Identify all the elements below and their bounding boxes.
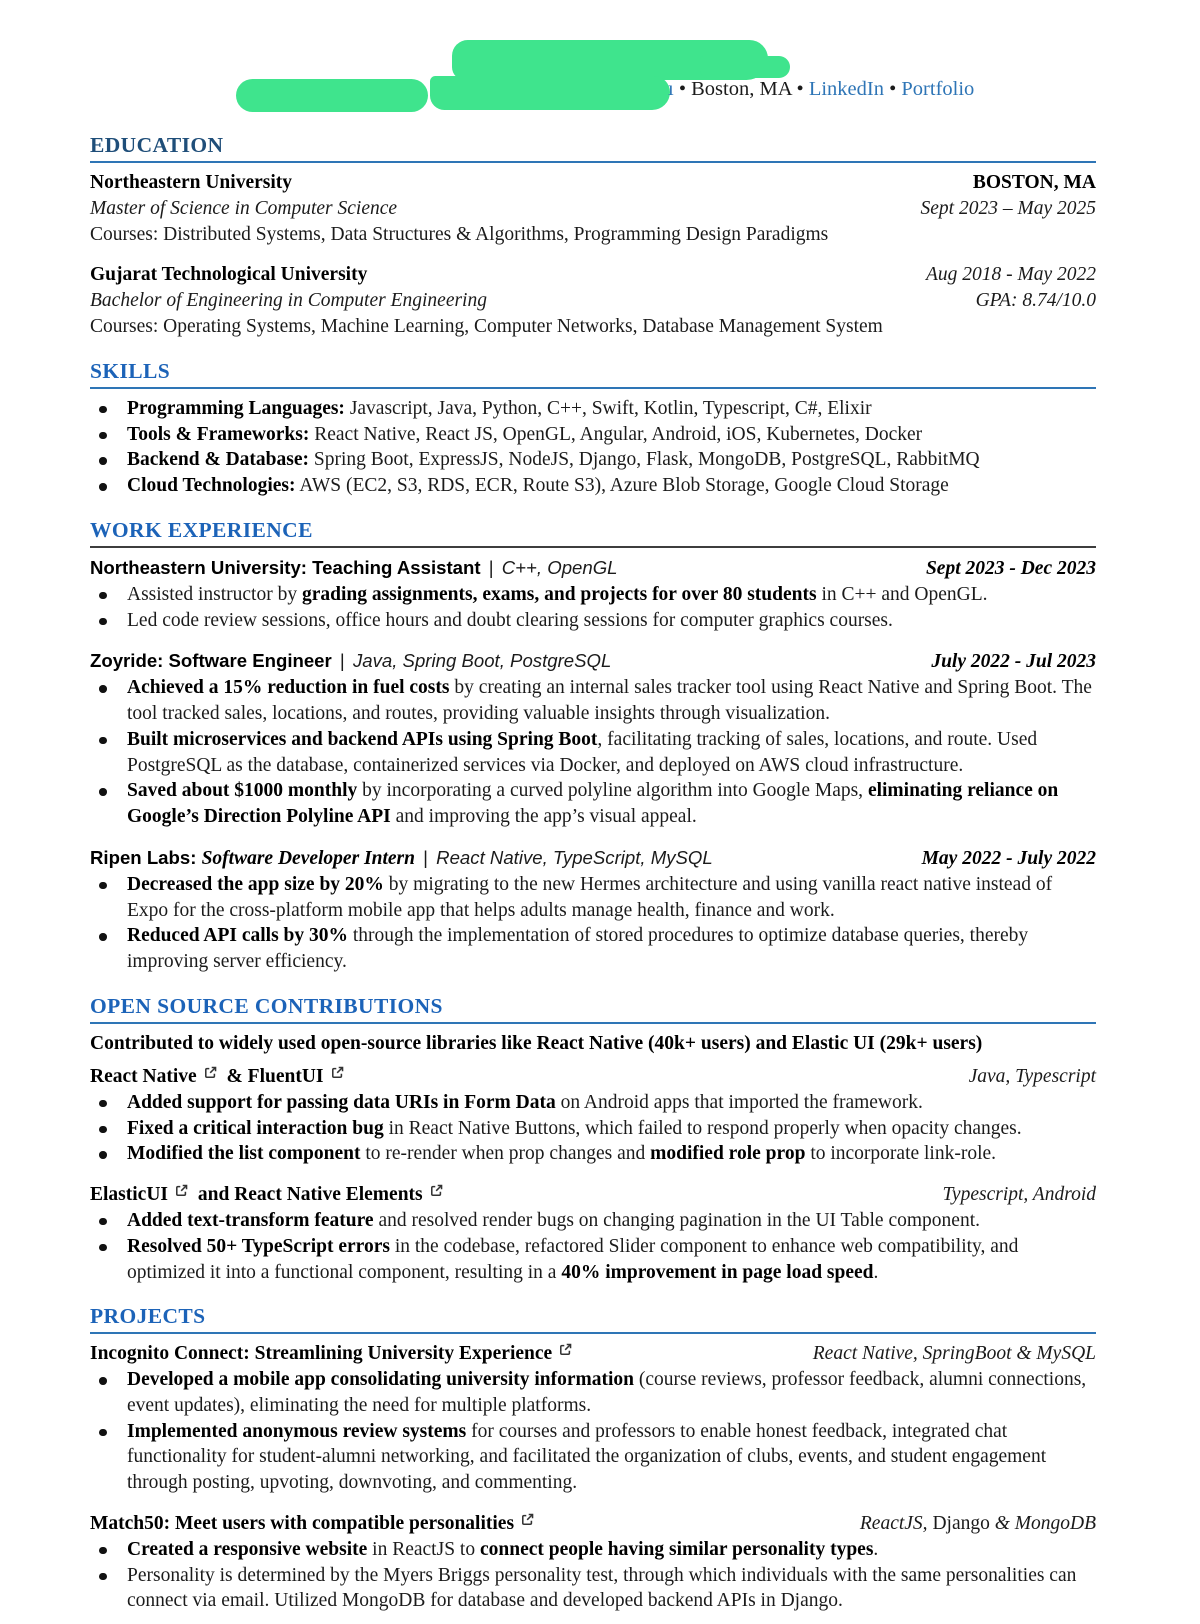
text-run: Java, Spring Boot, PostgreSQL: [352, 650, 612, 672]
text-run: Decreased the app size by 20%: [127, 873, 384, 895]
bullet-text: [127, 778, 1096, 830]
bullet-dot: [90, 396, 127, 422]
text-run: Contributed to widely used open-source libraries like React Native (40k+ users) and Elastic UI (29k+ users): [90, 1032, 983, 1054]
text-run: React Native, React JS, OpenGL, Angular, Android, iOS, Kubernetes, Docker: [309, 423, 923, 445]
bullet-item: [90, 872, 1096, 924]
text-run: grading assignments, exams, and projects for over 80 students: [301, 583, 817, 605]
entry: [90, 1511, 1096, 1614]
bullet-dot: [90, 1116, 127, 1142]
text-run: July 2022 - Jul 2023: [931, 651, 1096, 673]
external-link-icon[interactable]: [521, 1513, 534, 1526]
text-run: in ReactJS to: [367, 1538, 480, 1560]
text-run: |: [483, 556, 499, 578]
redaction-highlight-name-tail: [700, 56, 790, 78]
text-run: 40% improvement in page load speed: [561, 1261, 874, 1283]
bullet-text: [127, 675, 1096, 727]
entry-row-left: [90, 1341, 813, 1367]
text-run: Incognito Connect: Streamlining University Experience: [90, 1343, 553, 1365]
bullet-text: [127, 473, 1096, 499]
bullet-dot: [90, 872, 127, 924]
bullet-text: [127, 872, 1096, 924]
text-run: by incorporating a curved polyline algorithm into Google Maps,: [357, 780, 868, 802]
bullet-dot: [90, 1141, 127, 1167]
text-run: Saved about $1000 monthly: [127, 780, 358, 802]
bullet-item: [90, 1234, 1096, 1286]
entry-row: [90, 1064, 1096, 1090]
external-link-icon[interactable]: [559, 1343, 572, 1356]
entry-row-right: [943, 1182, 1096, 1208]
bullet-text: [127, 1537, 1096, 1563]
text-run: (course reviews, professor feedback, alumni connections, event updates), eliminating the need for multiple platforms.: [127, 1369, 1087, 1416]
entry-row-left: [90, 1182, 943, 1208]
redaction-highlight-contact-2: [430, 76, 670, 110]
text-run: on Android apps that imported the framework.: [555, 1091, 923, 1113]
text-run: Courses: Operating Systems, Machine Learning, Computer Networks, Database Management System: [90, 315, 883, 337]
text-run: Software Developer Intern: [201, 847, 415, 869]
bullet-item: [90, 675, 1096, 727]
text-run: & MongoDB: [994, 1513, 1096, 1535]
entry-row: [90, 196, 1096, 222]
section-heading-education: EDUCATION: [90, 133, 224, 157]
external-link-icon[interactable]: [175, 1184, 188, 1197]
text-run: Implemented anonymous review systems: [127, 1420, 467, 1442]
entry: [90, 262, 1096, 339]
text-run: Cloud Technologies:: [127, 475, 296, 497]
bullet-dot: [90, 778, 127, 830]
linkedin-link[interactable]: LinkedIn: [808, 78, 884, 100]
text-run: Created a responsive website: [127, 1538, 368, 1560]
section-rule: [90, 161, 1096, 163]
section-rule: [90, 1022, 1096, 1024]
text-run: Java, Typescript: [968, 1065, 1096, 1087]
entry-row-right: [976, 288, 1096, 314]
bullet-text: [127, 608, 1096, 634]
text-run: modified role prop: [650, 1143, 806, 1165]
bullet-text: [127, 1090, 1096, 1116]
entry-row-left: [90, 1511, 860, 1537]
section-education: [90, 133, 1096, 340]
bullet-dot: [90, 1208, 127, 1234]
text-run: Match50: Meet users with compatible personalities: [90, 1513, 515, 1535]
section-rule: [90, 387, 1096, 389]
section-projects: [90, 1304, 1096, 1614]
text-run: & FluentUI: [221, 1065, 324, 1087]
text-run: Sept 2023 - Dec 2023: [925, 557, 1096, 579]
text-run: |: [417, 846, 434, 868]
entry: [90, 648, 1096, 830]
entry-row-left: [90, 1064, 969, 1090]
bullet-item: [90, 1563, 1096, 1615]
text-run: May 2022 - July 2022: [921, 847, 1096, 869]
text-run: Backend & Database:: [127, 449, 310, 471]
section-work-experience: [90, 518, 1096, 975]
text-run: Modified the list component: [127, 1143, 361, 1165]
bullet-item: [90, 1090, 1096, 1116]
text-run: and improving the app’s visual appeal.: [390, 806, 697, 828]
bullet-item: [90, 1419, 1096, 1496]
bullet-item: [90, 1116, 1096, 1142]
bullet-item: [90, 473, 1096, 499]
bullet-dot: [90, 608, 127, 634]
text-run: .: [873, 1538, 879, 1560]
text-run: and React Native Elements: [193, 1184, 423, 1206]
external-link-icon[interactable]: [430, 1184, 443, 1197]
text-run: Reduced API calls by 30%: [127, 925, 349, 947]
entry-line: [90, 222, 1096, 248]
text-run: by creating an internal sales tracker tool using React Native and Spring Boot. The tool tracked sales, locations, and routes, providing valuable insights through visualization.: [127, 677, 1092, 724]
entry-row-right: [926, 556, 1096, 582]
bullet-dot: [90, 447, 127, 473]
section-rule: [90, 546, 1096, 548]
bullet-item: [90, 923, 1096, 975]
text-run: Achieved a 15% reduction in fuel costs: [127, 677, 450, 699]
text-run: Aug 2018 - May 2022: [925, 264, 1096, 286]
entry-row: [90, 1182, 1096, 1208]
section-heading-open-source: OPEN SOURCE CONTRIBUTIONS: [90, 993, 443, 1018]
section-open-source: [90, 994, 1096, 1285]
contact-line: [668, 78, 974, 101]
text-run: eliminating reliance on Google’s Direction Polyline API: [127, 780, 1059, 828]
entry-line: [90, 314, 1096, 340]
entry-row-right: [931, 649, 1096, 675]
text-run: Assisted instructor by: [127, 583, 302, 605]
bullet-dot: [90, 1563, 127, 1615]
text-run: Fixed a critical interaction bug: [127, 1117, 384, 1139]
text-run: AWS (EC2, S3, RDS, ECR, Route S3), Azure Blob Storage, Google Cloud Storage: [295, 475, 949, 497]
bullet-text: [127, 1419, 1096, 1496]
text-run: Javascript, Java, Python, C++, Swift, Kotlin, Typescript, C#, Elixir: [344, 397, 872, 419]
bullet-text: [127, 727, 1096, 779]
bullet-dot: [90, 1367, 127, 1419]
text-run: Added text-transform feature: [127, 1209, 374, 1231]
text-run: Northeastern University: [90, 172, 292, 193]
entry: [90, 845, 1096, 975]
bullet-text: [127, 923, 1096, 975]
section-heading-skills: SKILLS: [90, 358, 171, 383]
entry-row: [90, 170, 1096, 196]
bullet-text: [127, 1141, 1096, 1167]
external-link-icon[interactable]: [204, 1066, 217, 1079]
text-run: by migrating to the new Hermes architecture and using vanilla react native instead of Expo for the cross-platform mobile app that helps adults manage health, finance and work.: [127, 873, 1053, 921]
entry: [90, 1182, 1096, 1285]
text-run: Led code review sessions, office hours and doubt clearing sessions for computer graphics courses.: [127, 609, 893, 631]
bullet-dot: [90, 1419, 127, 1496]
text-run: React Native: [90, 1065, 197, 1087]
external-link-icon[interactable]: [331, 1066, 344, 1079]
text-run: connect people having similar personality types: [479, 1538, 874, 1560]
entry-row-left: [90, 648, 931, 675]
entry-row-left: [90, 196, 921, 222]
text-run: BOSTON, MA: [972, 172, 1096, 193]
entry-row-left: [90, 288, 976, 314]
bullet-text: [127, 1116, 1096, 1142]
bullet-item: [90, 1141, 1096, 1167]
text-run: in the codebase, refactored Slider component to enhance web compatibility, and optimized it into a functional component, resulting in a: [127, 1235, 1019, 1283]
text-run: in C++ and OpenGL.: [816, 583, 988, 605]
text-run: GPA: 8.74/10.0: [975, 290, 1096, 312]
entry-row-left: [90, 555, 926, 582]
entry: [90, 555, 1096, 633]
bullet-item: [90, 608, 1096, 634]
entry-row-right: [926, 262, 1096, 288]
entry-row-left: [90, 262, 926, 288]
text-run: Resolved 50+ TypeScript errors: [127, 1235, 390, 1257]
bullet-text: [127, 422, 1096, 448]
text-run: Zoyride: Software Engineer: [90, 650, 332, 672]
text-run: in React Native Buttons, which failed to respond properly when opacity changes.: [383, 1117, 1022, 1139]
bullet-text: [127, 1208, 1096, 1234]
section-skills: [90, 359, 1096, 499]
text-run: and resolved render bugs on changing pagination in the UI Table component.: [373, 1209, 980, 1231]
bullet-dot: [90, 473, 127, 499]
text-run: Courses: Distributed Systems, Data Structures & Algorithms, Programming Design Paradigms: [90, 223, 829, 245]
bullet-item: [90, 1367, 1096, 1419]
text-run: Ripen Labs:: [90, 846, 202, 868]
entry-row-right: [973, 170, 1096, 196]
bullet-dot: [90, 422, 127, 448]
entry-row-right: [969, 1064, 1096, 1090]
bullet-dot: [90, 1090, 127, 1116]
bullet-dot: [90, 923, 127, 975]
bullet-dot: [90, 1234, 127, 1286]
bullet-item: [90, 422, 1096, 448]
entry-row-left: [90, 170, 973, 196]
bullet-item: [90, 447, 1096, 473]
text-run: C++, OpenGL: [501, 556, 618, 578]
bullet-dot: [90, 582, 127, 608]
text-run: Spring Boot, ExpressJS, NodeJS, Django, Flask, MongoDB, PostgreSQL, RabbitMQ: [309, 449, 980, 471]
entry-row: [90, 1341, 1096, 1367]
text-run: Master of Science in Computer Science: [90, 197, 398, 219]
resume-body: [90, 133, 1096, 1614]
entry: [90, 396, 1096, 499]
entry-row-right: [921, 196, 1096, 222]
text-run: React Native, TypeScript, MySQL: [436, 846, 713, 868]
bullet-text: [127, 1367, 1096, 1419]
resume-header: [0, 20, 1200, 114]
location-text: • Boston, MA •: [673, 78, 809, 100]
text-run: to re-render when prop changes and: [360, 1143, 651, 1165]
text-run: Built microservices and backend APIs using Spring Boot: [127, 728, 598, 750]
section-heading-work-experience: WORK EXPERIENCE: [90, 517, 313, 542]
redaction-highlight-contact-1: [236, 79, 428, 112]
text-run: .: [873, 1261, 879, 1283]
section-heading-projects: PROJECTS: [90, 1304, 206, 1329]
bullet-item: [90, 778, 1096, 830]
entry-row: [90, 845, 1096, 872]
text-run: ElasticUI: [90, 1184, 168, 1206]
text-run: for courses and professors to enable honest feedback, integrated chat functionality for student-alumni networking, and facilitated the organization of clubs, events, and student engagement through posting, upvoting, downvoting, and commenting.: [127, 1420, 1047, 1494]
text-run: Sept 2023 – May 2025: [920, 197, 1096, 219]
bullet-text: [127, 447, 1096, 473]
text-run: through the implementation of stored procedures to optimize database queries, thereby improving server efficiency.: [127, 925, 1029, 973]
bullet-item: [90, 396, 1096, 422]
entry: [90, 1341, 1096, 1496]
bullet-text: [127, 1563, 1096, 1615]
bullet-text: [127, 1234, 1096, 1286]
text-run: Django: [927, 1513, 995, 1535]
portfolio-link[interactable]: Portfolio: [901, 78, 975, 100]
text-run: Northeastern University: Teaching Assistant: [90, 556, 481, 578]
entry-row: [90, 262, 1096, 288]
section-intro: [90, 1031, 1096, 1057]
entry: [90, 170, 1096, 247]
text-run: |: [334, 650, 350, 672]
text-run: , facilitating tracking of sales, locations, and route. Used PostgreSQL as the database, containerized services via Docker, and deployed on AWS cloud infrastructure.: [127, 728, 1038, 776]
text-run: Typescript, Android: [942, 1184, 1096, 1206]
entry: [90, 1064, 1096, 1167]
bullet-item: [90, 582, 1096, 608]
text-run: ReactJS,: [859, 1513, 928, 1535]
text-run: Tools & Frameworks:: [127, 423, 310, 445]
entry-row: [90, 1511, 1096, 1537]
entry-row: [90, 288, 1096, 314]
bullet-dot: [90, 675, 127, 727]
section-rule: [90, 1332, 1096, 1334]
entry-row-right: [813, 1341, 1096, 1367]
text-run: to incorporate link-role.: [805, 1143, 997, 1165]
text-run: Bachelor of Engineering in Computer Engineering: [90, 290, 487, 312]
entry-row-left: [90, 845, 922, 872]
text-run: Developed a mobile app consolidating university information: [127, 1369, 635, 1391]
separator: •: [883, 78, 902, 100]
bullet-item: [90, 1208, 1096, 1234]
entry-row-right: [922, 846, 1096, 872]
entry-row: [90, 648, 1096, 675]
bullet-text: [127, 582, 1096, 608]
text-run: Added support for passing data URIs in Form Data: [127, 1091, 556, 1113]
bullet-text: [127, 396, 1096, 422]
text-run: React Native, SpringBoot & MySQL: [812, 1343, 1096, 1365]
entry-row: [90, 555, 1096, 582]
redacted-link-fragment[interactable]: ı: [668, 78, 674, 100]
text-run: Personality is determined by the Myers Briggs personality test, through which individuals with the same personalities can connect via email. Utilized MongoDB for database and developed backend APIs in Django.: [127, 1564, 1077, 1612]
bullet-dot: [90, 727, 127, 779]
bullet-item: [90, 727, 1096, 779]
text-run: Programming Languages:: [127, 397, 345, 419]
text-run: Gujarat Technological University: [90, 264, 368, 286]
entry-row-right: [860, 1511, 1096, 1537]
bullet-item: [90, 1537, 1096, 1563]
bullet-dot: [90, 1537, 127, 1563]
